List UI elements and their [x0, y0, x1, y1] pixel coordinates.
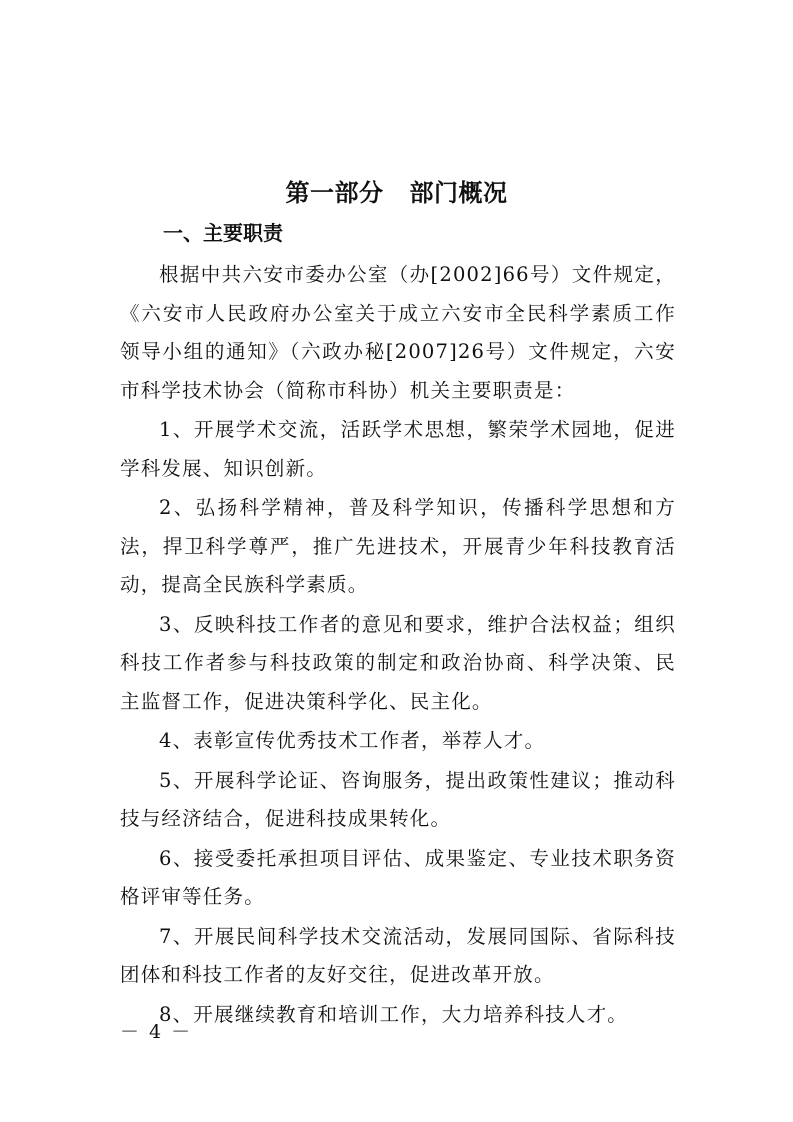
page-title [0, 176, 793, 210]
paragraph-item-4: 4、表彰宣传优秀技术工作者，举荐人才。 [159, 729, 546, 752]
paragraph-item-1: 1、开展学术交流，活跃学术思想，繁荣学术园地，促进学科发展、知识创新。 [120, 418, 676, 480]
paragraph-item-5: 5、开展科学论证、咨询服务，提出政策性建议；推动科技与经济结合，促进科技成果转化。 [120, 768, 676, 830]
paragraph-item-2: 2、弘扬科学精神，普及科学知识，传播科学思想和方法，捍卫科学尊严，推广先进技术，开展青少年科技教育活动，提高全民族科学素质。 [120, 496, 676, 596]
paragraph-intro: 根据中共六安市委办公室（办[2002]66号）文件规定，《六安市人民政府办公室关于成立六安市全民科学素质工作领导小组的通知》（六政办秘[2007]26号）文件规定，六安市科学技术协会（简称市科协）机关主要职责是： [120, 263, 676, 402]
page-number: － 4 － [120, 1021, 193, 1043]
paragraph-item-6: 6、接受委托承担项目评估、成果鉴定、专业技术职务资格评审等任务。 [120, 846, 676, 908]
title-part-1: 第一部分 [285, 179, 384, 207]
paragraph-item-8: 8、开展继续教育和培训工作，大力培养科技人才。 [159, 1002, 629, 1026]
paragraph-item-3: 3、反映科技工作者的意见和要求，维护合法权益；组织科技工作者参与科技政策的制定和政治协商、科学决策、民主监督工作，促进决策科学化、民主化。 [120, 612, 676, 713]
body-text [120, 256, 676, 1034]
paragraph-item-7: 7、开展民间科学技术交流活动，发展同国际、省际科技团体和科技工作者的友好交往，促进改革开放。 [120, 924, 676, 986]
section-heading: 一、主要职责 [163, 221, 283, 245]
title-part-2: 部门概况 [409, 179, 508, 207]
